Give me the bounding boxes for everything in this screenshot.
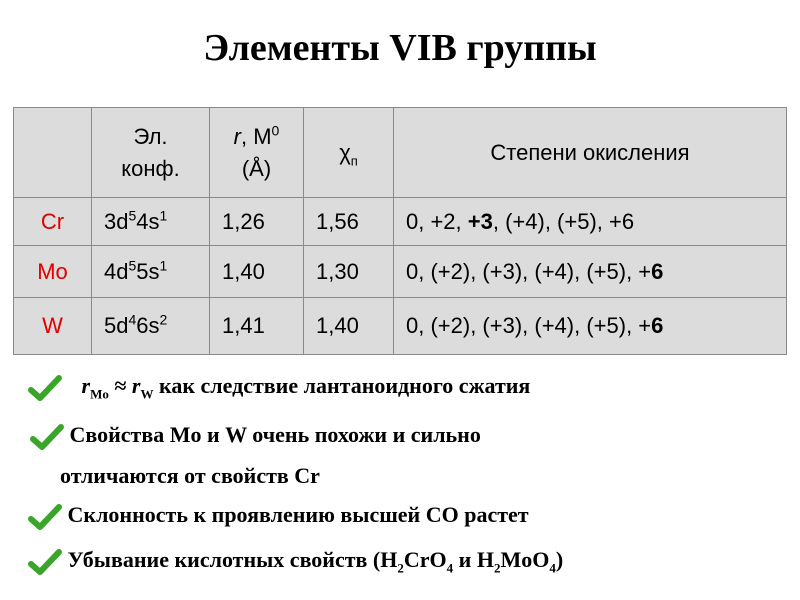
checkmark-icon [28, 547, 62, 577]
elements-table [13, 107, 787, 355]
header-radius-rest: , M [240, 123, 272, 149]
cfg-sup: 1 [159, 257, 168, 274]
oxidation-states [394, 298, 787, 355]
header-radius-unit: (Å) [241, 155, 272, 181]
ox-part: 0, (+2), (+3), (+4), (+5), + [406, 258, 652, 284]
cfg-part: 3d [104, 208, 129, 234]
element-symbol: Mo [14, 246, 92, 298]
table-row [14, 198, 787, 246]
cfg-part: 6s [136, 313, 160, 338]
formula-subscript: 4 [446, 560, 454, 576]
bullet-oxidation-trend [28, 502, 529, 532]
radius-value: 1,41 [210, 298, 304, 355]
bullet-text: и H [453, 547, 494, 573]
ox-part: 0, (+2), (+3), (+4), (+5), + [406, 313, 652, 338]
r-symbol: r [81, 373, 91, 399]
header-chi-symbol: χ [339, 139, 351, 165]
cfg-part: 5d [104, 313, 129, 338]
bullet-lanthanide [28, 373, 530, 403]
cfg-sup: 5 [128, 257, 137, 274]
header-radius-sup: 0 [271, 122, 280, 139]
header-empty [14, 108, 92, 198]
r-subscript: W [140, 386, 154, 402]
cfg-part: 4d [104, 258, 129, 284]
element-symbol: Cr [14, 198, 92, 246]
cfg-sup: 1 [159, 207, 168, 224]
ox-bold: 6 [651, 313, 664, 338]
bullet-similarity-line2: отличаются от свойств Cr [60, 463, 320, 488]
bullet-text: ) [555, 547, 564, 573]
cfg-sup: 2 [159, 311, 168, 328]
electron-config [92, 198, 210, 246]
electron-config [92, 298, 210, 355]
radius-value: 1,26 [210, 198, 304, 246]
header-radius-r: r [233, 123, 241, 149]
bullet-text: CrO [403, 547, 447, 573]
checkmark-icon [30, 422, 64, 452]
header-config-line2: конф. [121, 155, 180, 181]
table-header-row [14, 108, 787, 198]
element-symbol: W [14, 298, 92, 355]
bullet-text: Склонность к проявлению высшей СО растет [67, 502, 529, 528]
r-symbol: r [131, 373, 141, 399]
bullet-text: MoO [500, 547, 550, 573]
formula-subscript: 4 [549, 560, 556, 576]
cfg-part: 5s [136, 258, 160, 284]
oxidation-states [394, 198, 787, 246]
bullet-similarity [30, 422, 481, 452]
header-config-line1: Эл. [133, 123, 168, 149]
cfg-sup: 5 [128, 207, 137, 224]
checkmark-icon [28, 373, 62, 403]
chi-value: 1,40 [304, 298, 394, 355]
table-row [14, 246, 787, 298]
ox-bold: 6 [651, 258, 664, 284]
radius-value: 1,40 [210, 246, 304, 298]
oxidation-states [394, 246, 787, 298]
chi-value: 1,56 [304, 198, 394, 246]
ox-bold: +3 [467, 208, 493, 234]
header-chi [304, 108, 394, 198]
header-radius [210, 108, 304, 198]
cfg-part: 4s [136, 208, 160, 234]
ox-part: 0, +2, [406, 208, 468, 234]
formula-subscript: 2 [493, 560, 501, 576]
bullet-acidity [28, 547, 563, 577]
header-chi-sub: п [350, 152, 358, 168]
page-title: Элементы VIB группы [203, 27, 597, 69]
electron-config [92, 246, 210, 298]
bullet-text: как следствие лантаноидного сжатия [153, 373, 531, 399]
formula-subscript: 2 [397, 560, 404, 576]
header-config [92, 108, 210, 198]
chi-value: 1,30 [304, 246, 394, 298]
ox-part: , (+4), (+5), +6 [492, 208, 635, 234]
r-subscript: Mo [90, 386, 109, 402]
checkmark-icon [28, 502, 62, 532]
bullet-text: Свойства Mo и W очень похожи и сильно [69, 422, 481, 448]
bullet-text: Убывание кислотных свойств (H [67, 547, 398, 573]
table-row [14, 298, 787, 355]
cfg-sup: 4 [128, 311, 137, 328]
header-oxidation: Степени окисления [394, 108, 787, 198]
approx-sign: ≈ [108, 373, 132, 399]
